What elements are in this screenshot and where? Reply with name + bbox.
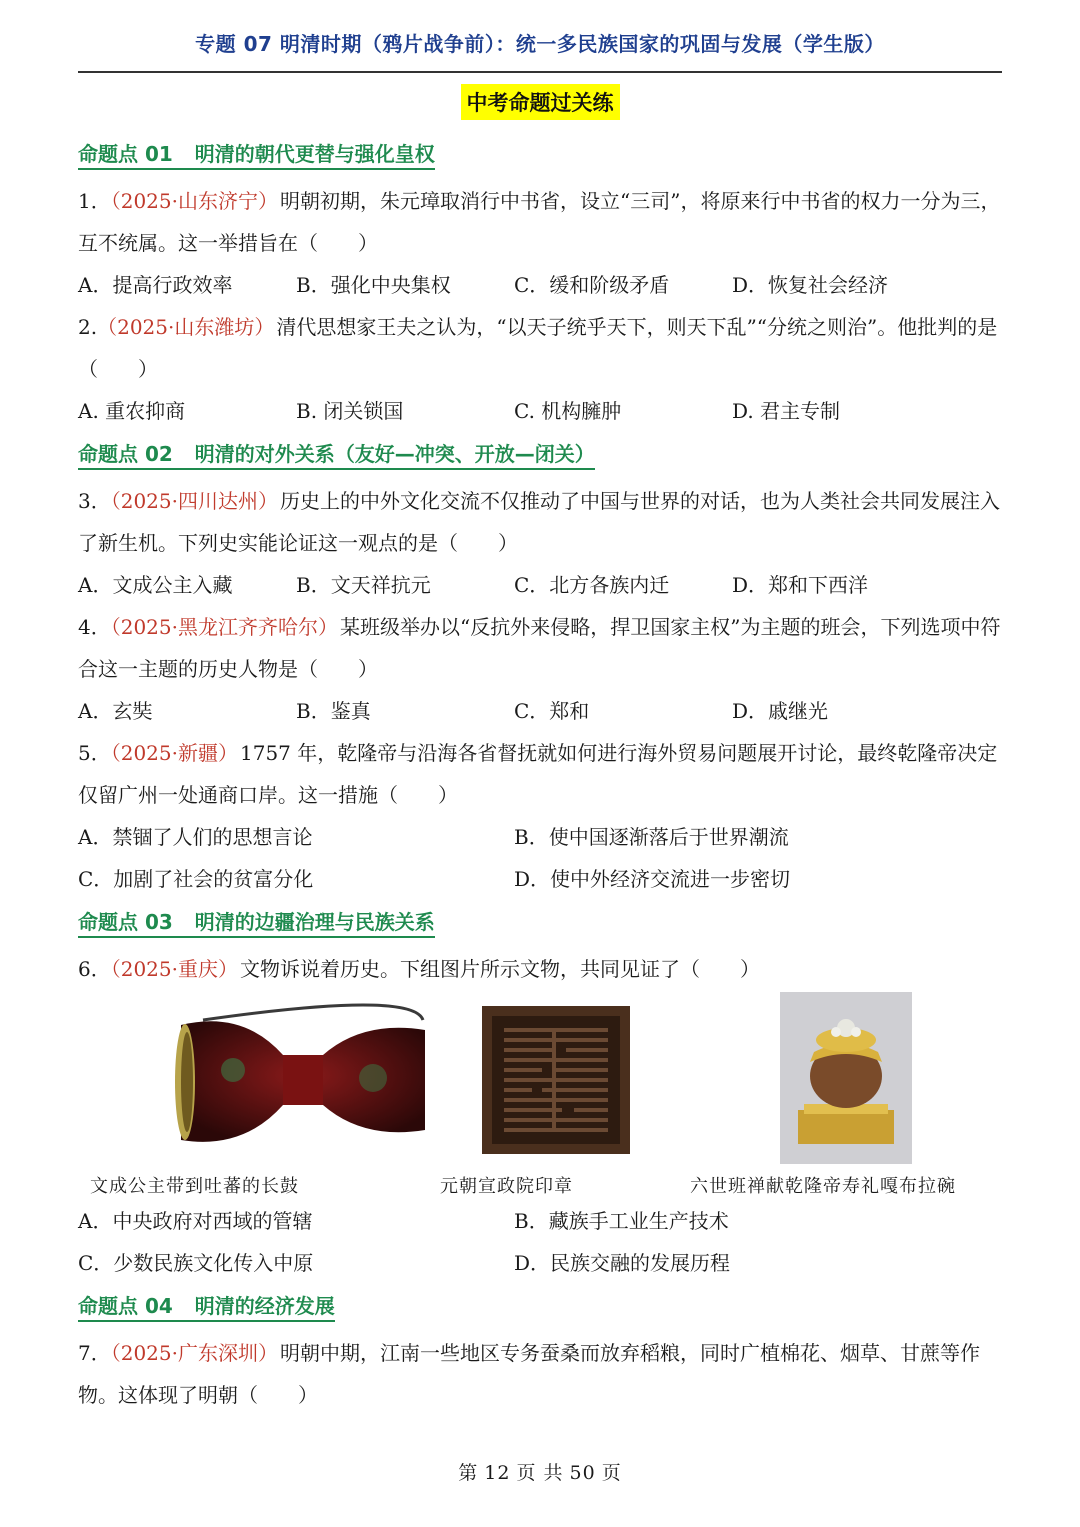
question-2: 2.（2025·山东潍坊） 清代思想家王夫之认为，“以天子统乎天下，则天下乱”“分统之则治”。他批判的是（ ） xyxy=(78,315,998,381)
caption-bowl: 六世班禅献乾隆帝寿礼嘎布拉碗 xyxy=(690,1176,956,1197)
option-a: A. 重农抑商 xyxy=(78,399,186,423)
question-2-options xyxy=(78,390,1002,432)
option-c: C．缓和阶级矛盾 xyxy=(514,273,670,297)
document-body xyxy=(78,132,1002,1416)
option-c: C．加剧了社会的贫富分化 xyxy=(78,867,314,891)
section-banner: 中考命题过关练 xyxy=(461,84,620,120)
option-b: B．鉴真 xyxy=(296,699,371,723)
long-drum-image xyxy=(173,1000,433,1160)
option-d: D．使中外经济交流进一步密切 xyxy=(514,867,791,891)
question-4-options xyxy=(78,690,1002,732)
option-d: D．郑和下西洋 xyxy=(732,573,869,597)
page-header: 专题 07 明清时期（鸦片战争前）：统一多民族国家的巩固与发展（学生版） xyxy=(78,28,1002,73)
section-heading-01: 命题点 01 明清的朝代更替与强化皇权 xyxy=(78,138,435,170)
option-b: B．强化中央集权 xyxy=(296,273,451,297)
option-d: D. 君主专制 xyxy=(732,399,841,423)
question-6-options xyxy=(78,1200,1002,1284)
option-c: C．北方各族内迁 xyxy=(514,573,670,597)
option-a: A．中央政府对西域的管辖 xyxy=(78,1209,313,1233)
option-d: D．恢复社会经济 xyxy=(732,273,889,297)
question-3-options xyxy=(78,564,1002,606)
question-5: 5．（2025·新疆） 1757 年，乾隆帝与沿海各省督抚就如何进行海外贸易问题展开讨论，最终乾隆帝决定仅留广州一处通商口岸。这一措施（ ） xyxy=(78,741,998,807)
option-a: A．提高行政效率 xyxy=(78,273,233,297)
question-4: 4．（2025·黑龙江齐齐哈尔） 某班级举办以“反抗外来侵略，捍卫国家主权”为主题的班会，下列选项中符合这一主题的历史人物是（ ） xyxy=(78,615,1001,681)
option-c: C．郑和 xyxy=(514,699,590,723)
option-b: B．使中国逐渐落后于世界潮流 xyxy=(514,825,789,849)
section-heading-03: 命题点 03 明清的边疆治理与民族关系 xyxy=(78,906,435,938)
option-c: C．少数民族文化传入中原 xyxy=(78,1251,314,1275)
option-b: B．藏族手工业生产技术 xyxy=(514,1209,729,1233)
option-c: C. 机构臃肿 xyxy=(514,399,622,423)
option-d: D．戚继光 xyxy=(732,699,829,723)
option-d: D．民族交融的发展历程 xyxy=(514,1251,731,1275)
question-6: 6．（2025·重庆） 文物诉说着历史。下组图片所示文物，共同见证了（ ） xyxy=(78,957,760,981)
section-heading-02: 命题点 02 明清的对外关系（友好—冲突、开放—闭关） xyxy=(78,438,595,470)
option-b: B．文天祥抗元 xyxy=(296,573,431,597)
option-a: A．禁锢了人们的思想言论 xyxy=(78,825,313,849)
question-1: 1．（2025·山东济宁） 明朝初期，朱元璋取消行中书省，设立“三司”，将原来行中书省的权力一分为三，互不统属。这一举措旨在（ ） xyxy=(78,189,1001,255)
question-3: 3．（2025·四川达州） 历史上的中外文化交流不仅推动了中国与世界的对话，也为人类社会共同发展注入了新生机。下列史实能论证这一观点的是（ ） xyxy=(78,489,1000,555)
caption-drum: 文成公主带到吐蕃的长鼓 xyxy=(90,1176,299,1197)
caption-seal: 元朝宣政院印章 xyxy=(440,1176,573,1197)
option-a: A．玄奘 xyxy=(78,699,153,723)
option-a: A．文成公主入藏 xyxy=(78,573,233,597)
question-5-options xyxy=(78,816,1002,900)
page-footer: 第 12 页 共 50 页 xyxy=(458,1462,622,1484)
section-heading-04: 命题点 04 明清的经济发展 xyxy=(78,1290,335,1322)
question-7: 7．（2025·广东深圳） 明朝中期，江南一些地区专务蚕桑而放弃稻粮，同时广植棉花、烟草、甘蔗等作物。这体现了明朝（ ） xyxy=(78,1341,980,1407)
option-b: B. 闭关锁国 xyxy=(296,399,404,423)
artifact-images xyxy=(78,992,1002,1200)
kapala-bowl-image xyxy=(780,992,912,1164)
question-1-options xyxy=(78,264,1002,306)
seal-image xyxy=(482,1006,630,1154)
